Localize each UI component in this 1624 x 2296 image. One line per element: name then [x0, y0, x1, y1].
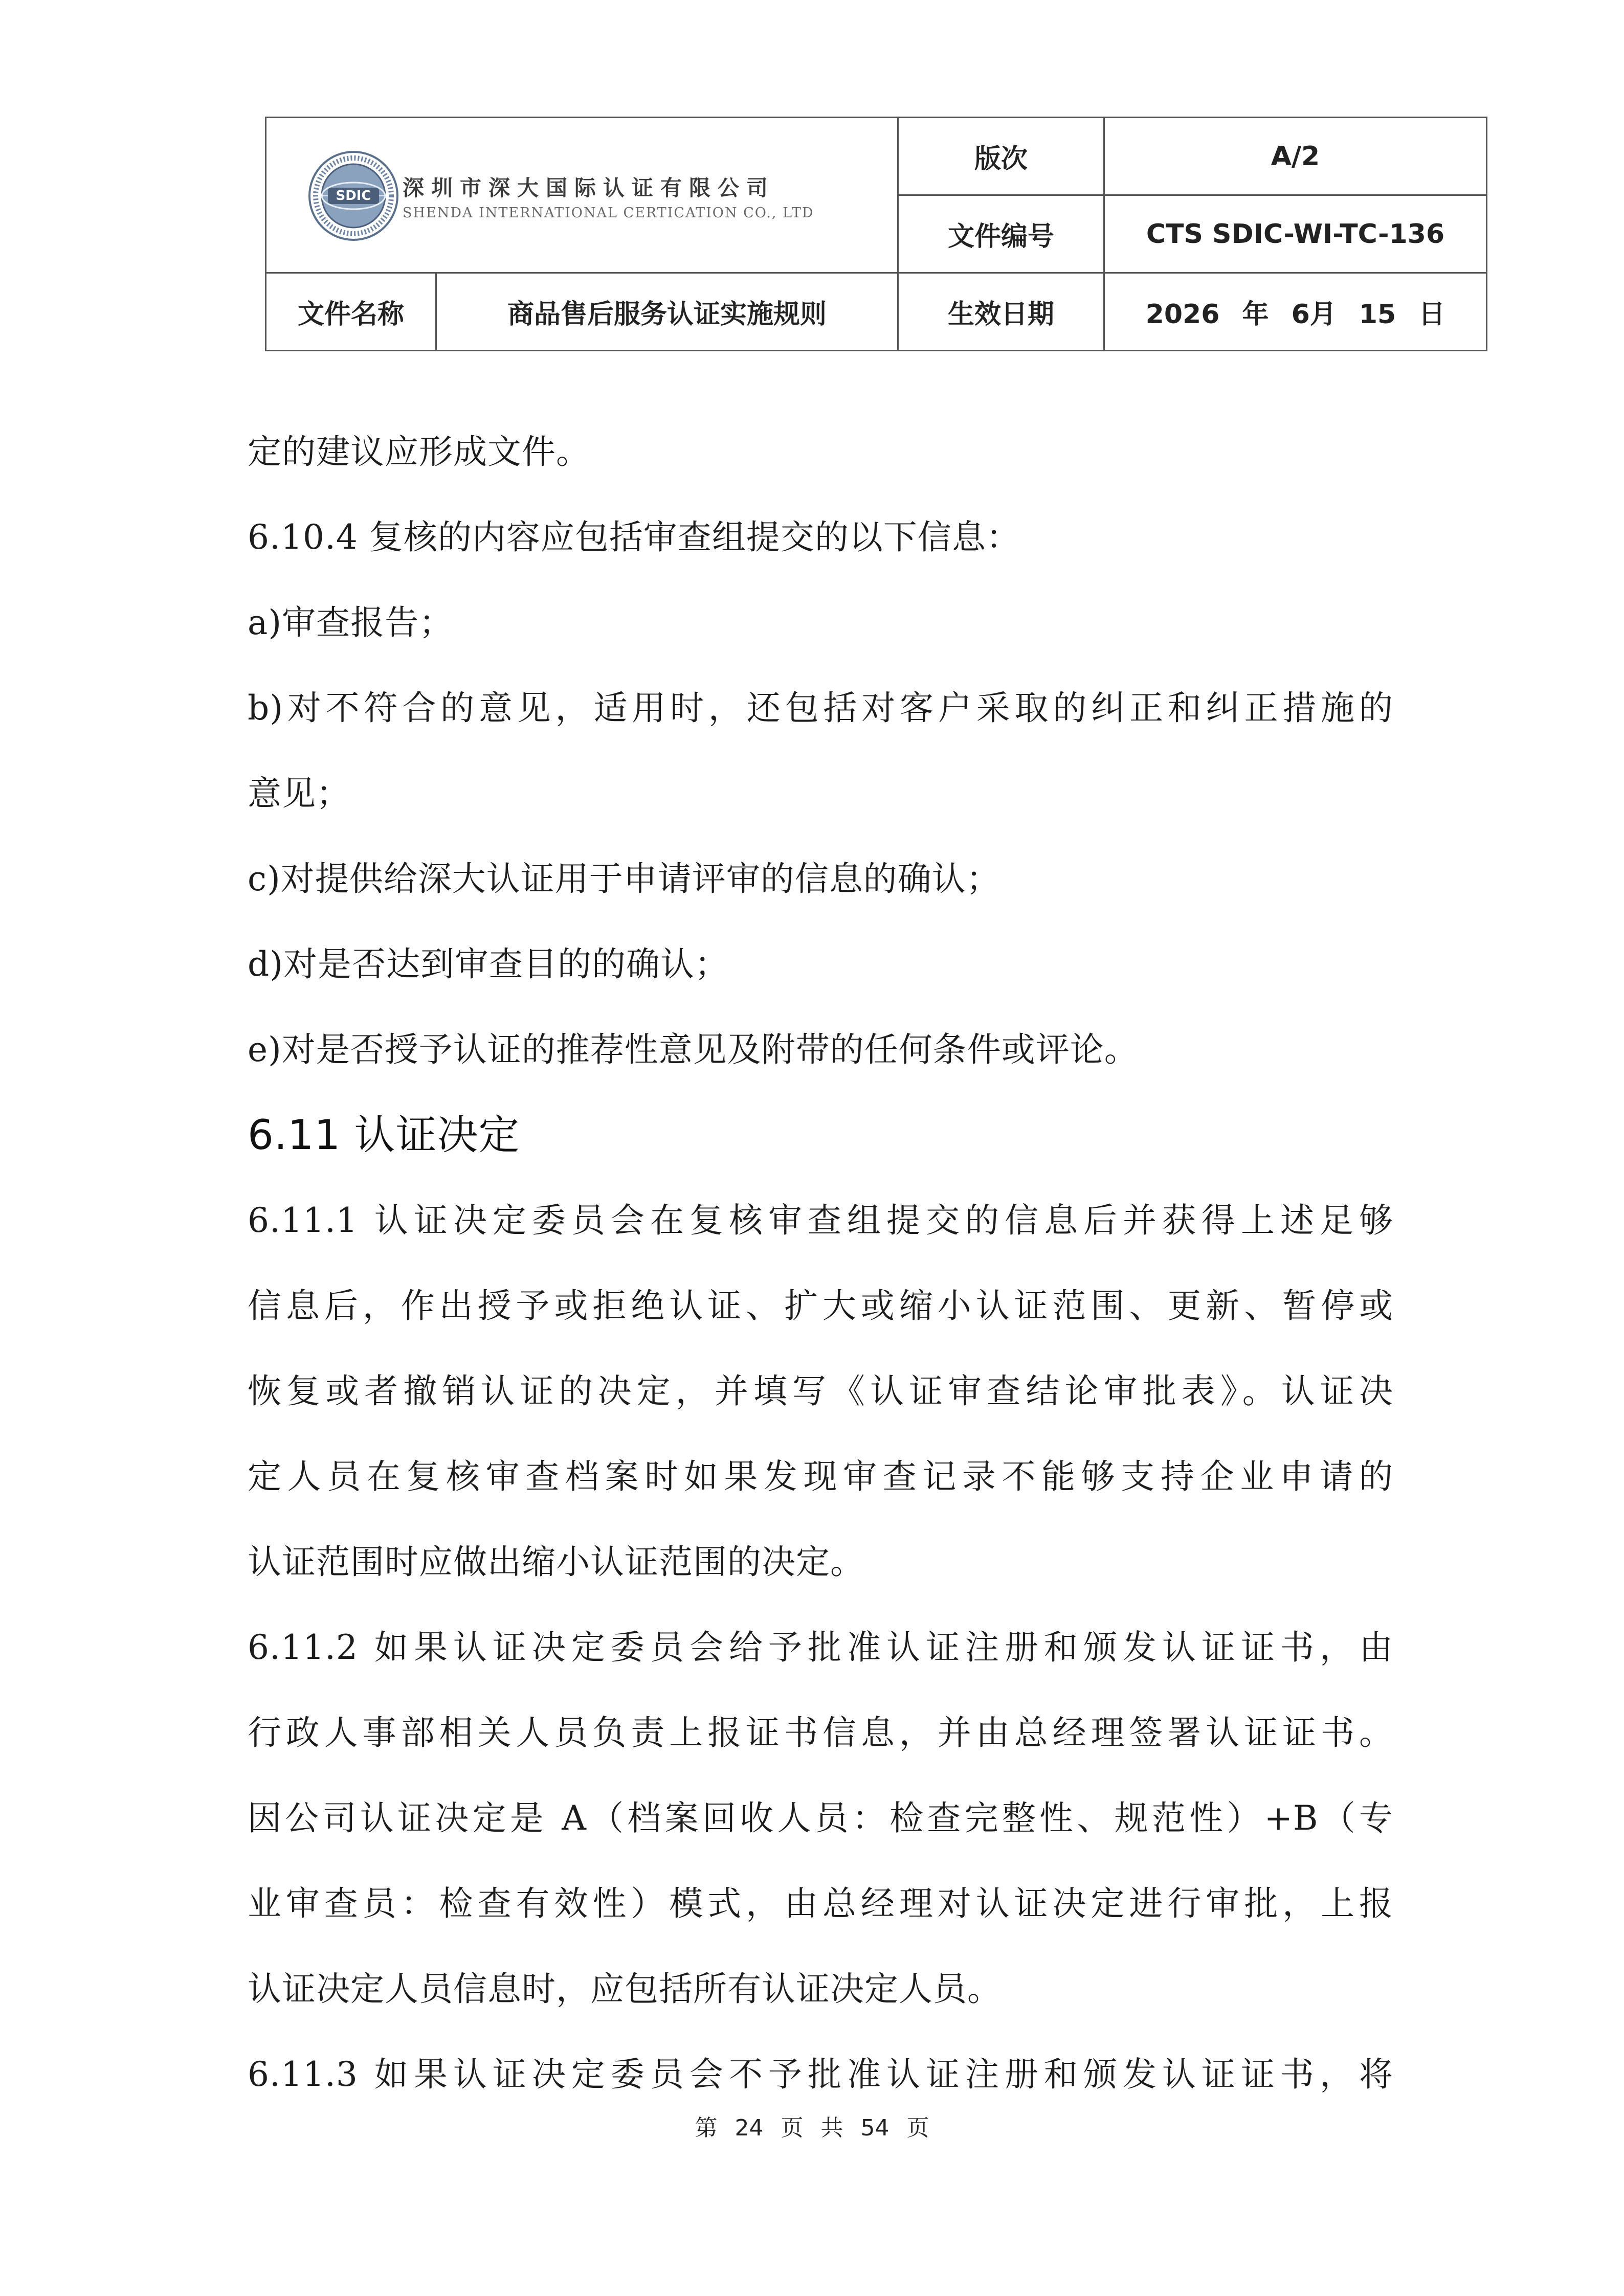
effective-date-value: 2026 年 6月 15 日 — [1104, 273, 1487, 351]
paragraph-line: b)对不符合的意见，适用时，还包括对客户采取的纠正和纠正措施的 — [248, 688, 1393, 728]
doc-no-value: CTS SDIC-WI-TC-136 — [1104, 195, 1487, 273]
doc-name-value: 商品售后服务认证实施规则 — [436, 273, 898, 351]
paragraph-line: d)对是否达到审查目的的确认； — [248, 944, 729, 984]
paragraph-line: 认证范围时应做出缩小认证范围的决定。 — [248, 1542, 864, 1582]
document-body — [248, 409, 1393, 2117]
paragraph-line: c)对提供给深大认证用于申请评审的信息的确认； — [248, 859, 1000, 898]
paragraph-line: 6.11.1 认证决定委员会在复核审查组提交的信息后并获得上述足够 — [248, 1201, 1393, 1240]
company-name-cn: 深圳市深大国际认证有限公司 — [403, 175, 775, 200]
page-footer: 第 24 页 共 54 页 — [695, 2115, 929, 2141]
seal-mark-text: SDIC — [336, 188, 371, 204]
version-value: A/2 — [1104, 118, 1487, 195]
paragraph-line: 信息后，作出授予或拒绝认证、扩大或缩小认证范围、更新、暂停或 — [248, 1286, 1393, 1325]
paragraph-line: 6.11.3 如果认证决定委员会不予批准认证注册和颁发认证证书，将 — [248, 2055, 1393, 2094]
paragraph-line: 因公司认证决定是 A（档案回收人员：检查完整性、规范性）+B（专 — [248, 1798, 1393, 1838]
doc-name-label: 文件名称 — [266, 273, 436, 351]
doc-no-label: 文件编号 — [898, 195, 1104, 273]
paragraph-line: a)审查报告； — [248, 603, 454, 642]
sdic-seal-icon — [307, 150, 399, 242]
company-logo — [307, 150, 814, 242]
paragraph-line: 定人员在复核审查档案时如果发现审查记录不能够支持企业申请的 — [248, 1457, 1393, 1496]
paragraph-line: e)对是否授予认证的推荐性意见及附带的任何条件或评论。 — [248, 1030, 1139, 1069]
paragraph-line: 业审查员：检查有效性）模式，由总经理对认证决定进行审批，上报 — [248, 1884, 1393, 1923]
paragraph-line: 定的建议应形成文件。 — [248, 432, 590, 471]
paragraph-line: 恢复或者撤销认证的决定，并填写《认证审查结论审批表》。认证决 — [248, 1371, 1393, 1411]
version-label: 版次 — [898, 118, 1104, 195]
paragraph-line: 6.10.4 复核的内容应包括审查组提交的以下信息： — [248, 517, 1020, 557]
paragraph-line: 行政人事部相关人员负责上报证书信息，并由总经理签署认证证书。 — [248, 1713, 1393, 1752]
paragraph-line: 认证决定人员信息时，应包括所有认证决定人员。 — [248, 1969, 1002, 2009]
company-logo-cell — [266, 118, 898, 273]
document-header-table — [265, 117, 1487, 351]
effective-date-label: 生效日期 — [898, 273, 1104, 351]
paragraph-line: 6.11.2 如果认证决定委员会给予批准认证注册和颁发认证证书，由 — [248, 1628, 1393, 1667]
paragraph-line: 意见； — [248, 774, 350, 813]
section-heading: 6.11 认证决定 — [248, 1111, 520, 1159]
company-name-en: SHENDA INTERNATIONAL CERTICATION CO., LTD — [403, 205, 814, 221]
